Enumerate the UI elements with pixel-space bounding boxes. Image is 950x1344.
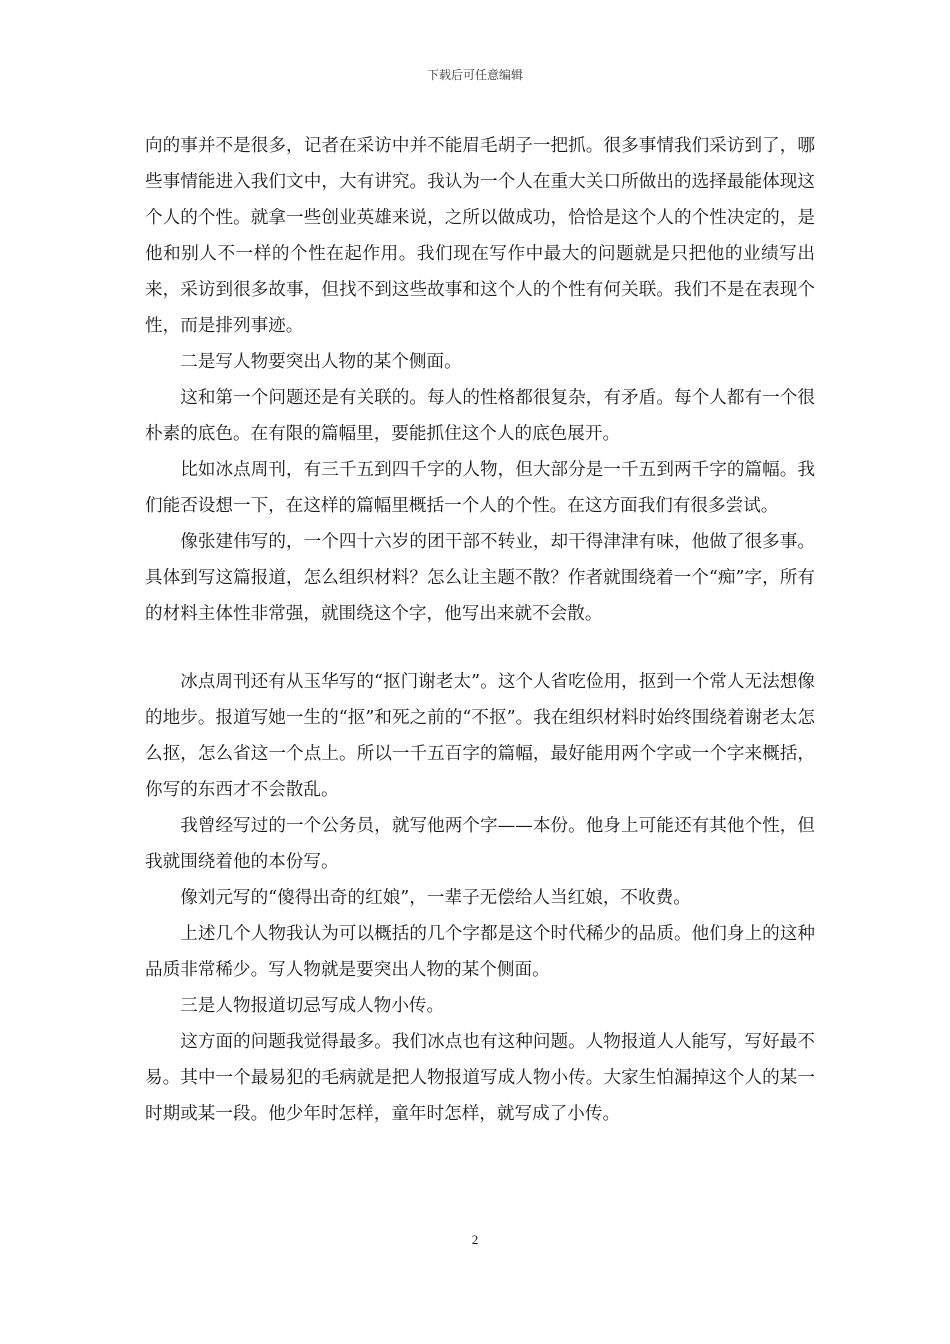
document-body [145, 128, 815, 1132]
paragraph: 我曾经写过的一个公务员，就写他两个字——本份。他身上可能还有其他个性，但我就围绕着他的本份写。 [145, 816, 815, 872]
paragraph-continued: 向的事并不是很多，记者在采访中并不能眉毛胡子一把抓。很多事情我们采访到了，哪些事情能进入我们文中，大有讲究。我认为一个人在重大关口所做出的选择最能体现这个人的个性。就拿一些创业英雄来说，之所以做成功，恰恰是这个人的个性决定的，是他和别人不一样的个性在起作用。我们现在写作中最大的问题就是只把他的业绩写出来，采访到很多故事，但找不到这些故事和这个人的个性有何关联。我们不是在表现个性，而是排列事迹。 [145, 136, 815, 336]
paragraph: 像刘元写的“傻得出奇的红娘”，一辈子无偿给人当红娘，不收费。 [180, 888, 691, 908]
paragraph: 比如冰点周刊，有三千五到四千字的人物，但大部分是一千五到两千字的篇幅。我们能否设想一下，在这样的篇幅里概括一个人的个性。在这方面我们有很多尝试。 [145, 460, 815, 516]
paragraph: 上述几个人物我认为可以概括的几个字都是这个时代稀少的品质。他们身上的这种品质非常稀少。写人物就是要突出人物的某个侧面。 [145, 924, 815, 980]
section-heading-2: 二是写人物要突出人物的某个侧面。 [180, 352, 462, 372]
page-number: 2 [471, 1232, 479, 1247]
paragraph: 像张建伟写的，一个四十六岁的团干部不转业，却干得津津有味，他做了很多事。具体到写这篇报道，怎么组织材料？怎么让主题不散？作者就围绕着一个“痴”字，所有的材料主体性非常强，就围绕这个字，他写出来就不会散。 [145, 532, 815, 624]
paragraph: 这方面的问题我觉得最多。我们冰点也有这种问题。人物报道人人能写，写好最不易。其中一个最易犯的毛病就是把人物报道写成人物小传。大家生怕漏掉这个人的某一时期或某一段。他少年时怎样，童年时怎样，就写成了小传。 [145, 1032, 815, 1124]
paragraph: 冰点周刊还有从玉华写的“抠门谢老太”。这个人省吃俭用，抠到一个常人无法想像的地步。报道写她一生的“抠”和死之前的“不抠”。我在组织材料时始终围绕着谢老太怎么抠，怎么省这一个点上。所以一千五百字的篇幅，最好能用两个字或一个字来概括，你写的东西才不会散乱。 [145, 672, 815, 800]
page-header: 下载后可任意编辑 [426, 68, 523, 82]
section-heading-3: 三是人物报道切忌写成人物小传。 [180, 996, 445, 1016]
paragraph: 这和第一个问题还是有关联的。每人的性格都很复杂，有矛盾。每个人都有一个很朴素的底色。在有限的篇幅里，要能抓住这个人的底色展开。 [145, 388, 815, 444]
